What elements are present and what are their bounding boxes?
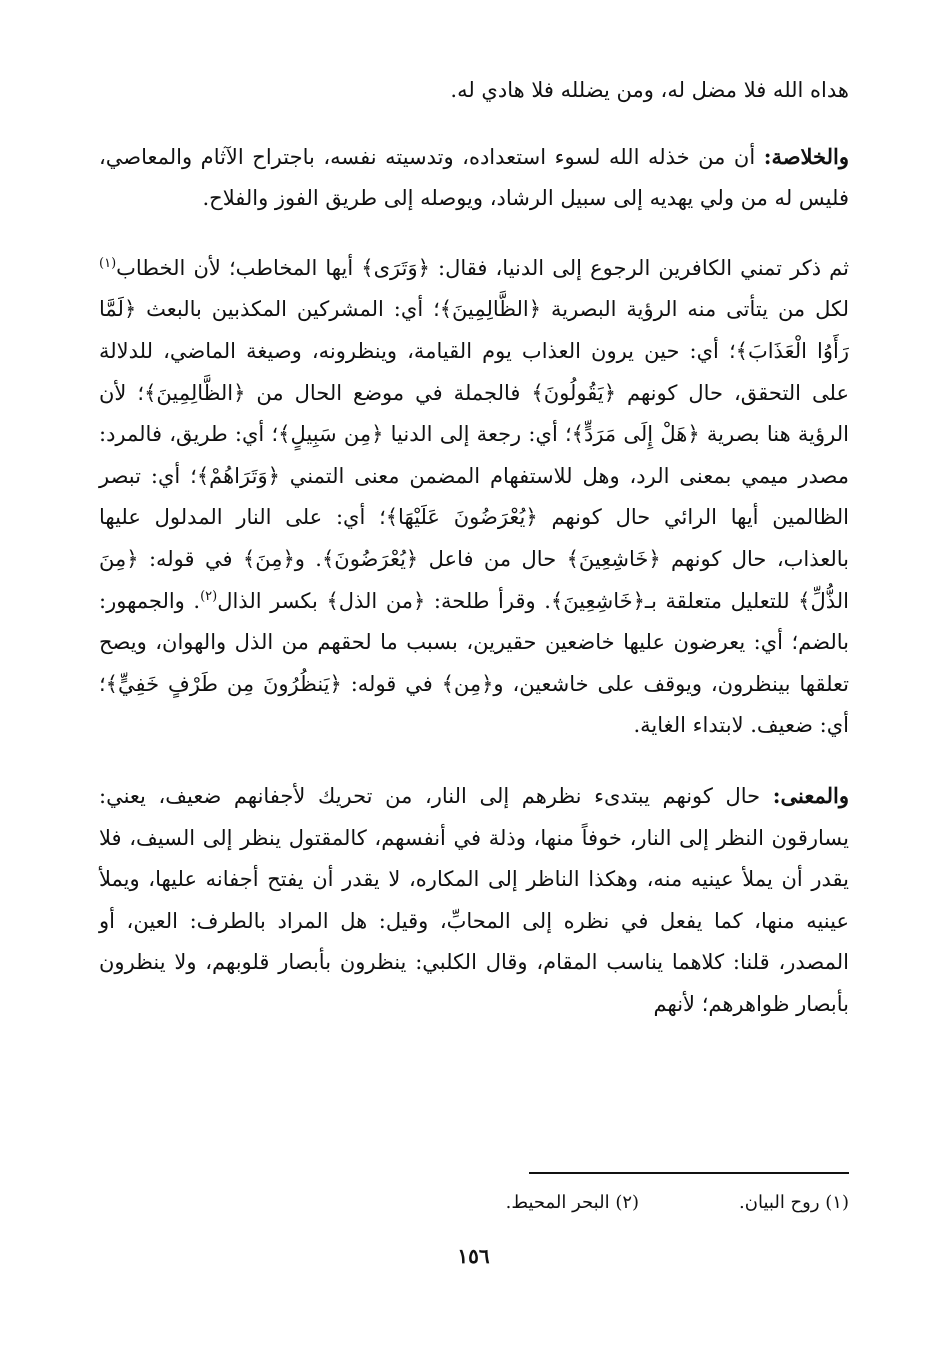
- commentary-text-c: . والجمهور: بالضم؛ أي: يعرضون عليها خاضعين حقيرين، بسبب ما لحقهم من الذل والهوان، ويصح تعلقها بينظرون، ويوقف على خاشعين، و﴿مِن﴾ في قوله: ﴿يَنظُرُونَ مِن طَرْفٍ خَفِيٍّ﴾؛ أي: ضعيف. لابتداء الغاية.: [99, 588, 849, 738]
- summary-text: أن من خذله الله لسوء استعداده، وتدسيته نفسه، باجتراح الآثام والمعاصي، فليس له من ولي يهديه إلى سبيل الرشاد، ويوصله إلى طريق الفوز والفلاح.: [99, 144, 849, 211]
- summary-heading: والخلاصة:: [763, 143, 849, 169]
- footnote-2: (٢) البحر المحيط.: [505, 1192, 640, 1213]
- paragraph-intro: هداه الله فلا مضل له، ومن يضلله فلا هادي له.: [450, 78, 849, 102]
- footnote-ref-2[interactable]: (٢): [200, 588, 218, 604]
- page-body: [99, 70, 849, 1025]
- paragraph-summary: [99, 136, 849, 220]
- commentary-text-a: ثم ذكر تمني الكافرين الرجوع إلى الدنيا، فقال: ﴿وَتَرَى﴾ أيها المخاطب؛ لأن الخطاب: [116, 255, 849, 280]
- footnote-divider: [529, 1172, 849, 1174]
- footnotes: [99, 1192, 849, 1213]
- footnote-1: (١) روح البيان.: [739, 1192, 849, 1213]
- paragraph-commentary: [99, 248, 849, 747]
- meaning-heading: والمعنى:: [772, 782, 849, 808]
- meaning-text: حال كونهم يبتدىء نظرهم إلى النار، من تحريك لأجفانهم ضعيف، يعني: يسارقون النظر إلى النار، خوفاً منها، وذلة في أنفسهم، كالمقتول ينظر إلى السيف، فلا يقدر أن يملأ عينيه منه، وهكذا الناظر إلى المكاره، لا يقدر أن يفتح أجفانه عليها، ويملأ عينيه منها، كما يفعل في نظره إلى المحابِّ، وقيل: هل المراد بالطرف: العين، أو المصدر، قلنا: كلاهما يناسب المقام، وقال الكلبي: ينظرون بأبصار قلوبهم، ولا ينظرون بأبصار ظواهرهم؛ لأنهم: [99, 783, 849, 1016]
- commentary-text-b: لكل من يتأتى منه الرؤية البصرية ﴿الظَّالِمِينَ﴾؛ أي: المشركين المكذبين بالبعث ﴿لَمَّا رَأَوُا الْعَذَابَ﴾؛ أي: حين يرون العذاب يوم القيامة، وينظرونه، وصيغة الماضي، للدلالة على التحقق، حال كونهم ﴿يَقُولُونَ﴾ فالجملة في موضع الحال من ﴿الظَّالِمِينَ﴾؛ لأن الرؤية هنا بصرية ﴿هَلْ إِلَى مَرَدٍّ﴾؛ أي: رجعة إلى الدنيا ﴿مِن سَبِيلٍ﴾؛ أي: طريق، فالمرد: مصدر ميمي بمعنى الرد، وهل للاستفهام المضمن معنى التمني ﴿وَتَرَاهُمْ﴾؛ أي: تبصر الظالمين أيها الرائي حال كونهم ﴿يُعْرَضُونَ عَلَيْهَا﴾؛ أي: على النار المدلول عليها بالعذاب، حال كونهم ﴿خَاشِعِينَ﴾ حال من فاعل ﴿يُعْرَضُونَ﴾. و﴿مِنَ﴾ في قوله: ﴿مِنَ الذُّلِّ﴾ للتعليل متعلقة بـ﴿خَاشِعِينَ﴾. وقرأ طلحة: ﴿من الذل﴾ بكسر الذال: [99, 297, 849, 613]
- footnote-ref-1[interactable]: (١): [99, 255, 117, 271]
- paragraph-meaning: [99, 775, 849, 1026]
- page-number: ١٥٦: [457, 1244, 490, 1268]
